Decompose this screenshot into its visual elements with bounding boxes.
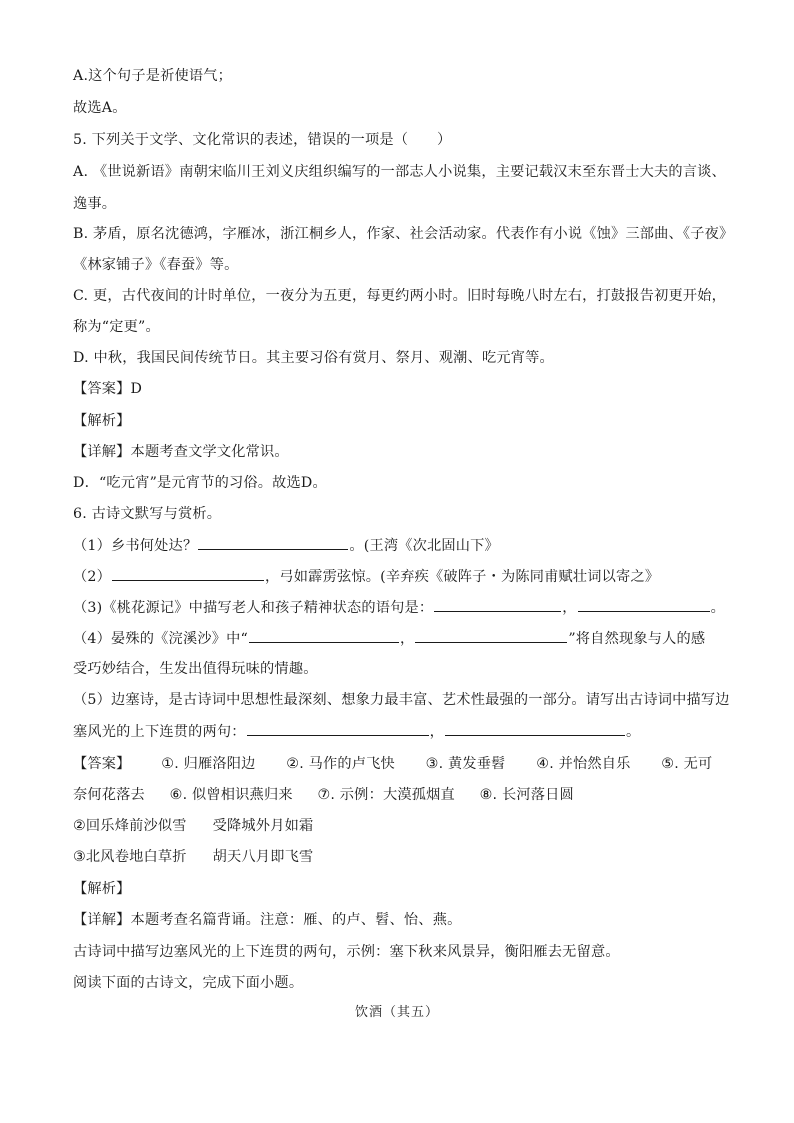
question-6: 6. 古诗文默写与赏析。 (73, 506, 222, 522)
option-a-cont: 逸事。 (73, 196, 117, 212)
poem-title: 饮酒（其五） (354, 1005, 439, 1020)
answer-blank[interactable] (247, 721, 429, 736)
recite-item-5: （5）边塞诗，是古诗词中思想性最深刻、想象力最丰富、艺术性最强的一部分。请写出古诗词中描写边 (73, 692, 730, 708)
answer-6-line2: 奈何花落去 ⑥. 似曾相识燕归来 ⑦. 示例：大漠孤烟直 ⑧. 长河落日圆 (73, 787, 574, 803)
answer-blank[interactable] (415, 628, 567, 643)
recite-item-4-cont: 受巧妙结合，生发出值得玩味的情趣。 (73, 661, 318, 677)
option-b: B. 茅盾，原名沈德鸿，字雁冰，浙江桐乡人，作家、社会活动家。代表作有小说《蚀》三部曲、《子夜》 (73, 226, 734, 242)
reading-instruction: 阅读下面的古诗文，完成下面小题。 (73, 975, 304, 991)
recite-item-4: （4）晏殊的《浣溪沙》中“ ， ”将自然现象与人的感 (73, 628, 705, 649)
answer-blank[interactable] (198, 535, 348, 550)
explain-text: D．“吃元宵”是元宵节的习俗。故选D。 (73, 475, 327, 491)
example-text: 古诗词中描写边塞风光的上下连贯的两句，示例：塞下秋来风景异，衡阳雁去无留意。 (73, 944, 620, 960)
text-line: 故选A。 (73, 100, 127, 116)
option-c: C. 更，古代夜间的计时单位，一夜分为五更，每更约两小时。旧时每晚八时左右，打鼓报告初更开始， (73, 288, 727, 304)
answer-blank[interactable] (249, 628, 399, 643)
answer-blank[interactable] (112, 566, 264, 581)
answer-blank[interactable] (445, 721, 625, 736)
option-b-cont: 《林家铺子》《春蚕》等。 (73, 257, 239, 273)
analysis-label: 【解析】 (73, 413, 131, 429)
question-5: 5. 下列关于文学、文化常识的表述，错误的一项是（ ） (73, 132, 452, 148)
option-c-cont: 称为“定更”。 (73, 319, 160, 335)
answer-blank[interactable] (434, 597, 561, 612)
analysis-label: 【解析】 (73, 881, 131, 897)
alternate-answer-3: ③北风卷地白草折 胡天八月即飞雪 (73, 849, 314, 865)
option-a: A. 《世说新语》南朝宋临川王刘义庆组织编写的一部志人小说集，主要记载汉末至东晋士大夫的言谈、 (73, 164, 726, 180)
option-d: D. 中秋，我国民间传统节日。其主要习俗有赏月、祭月、观潮、吃元宵等。 (73, 350, 554, 366)
alternate-answer-2: ②回乐烽前沙似雪 受降城外月如霜 (73, 818, 314, 834)
detail-text: 【详解】本题考查文学文化常识。 (73, 444, 289, 460)
recite-item-2: （2） ，弓如霹雳弦惊。(辛弃疾《破阵子・为陈同甫赋壮词以寄之》 (73, 566, 659, 587)
answer-6-line1: 【答案】 ①. 归雁洛阳边 ②. 马作的卢飞快 ③. 黄发垂髫 ④. 并怡然自乐 ⑤. 无可 (73, 756, 713, 772)
answer-label: 【答案】D (73, 381, 143, 397)
text-line: A.这个句子是祈使语气； (73, 68, 233, 84)
recite-item-1: （1）乡书何处达？ 。(王湾《次北固山下》 (73, 535, 499, 556)
recite-item-5-cont: 塞风光的上下连贯的两句： ， 。 (73, 721, 640, 742)
answer-blank[interactable] (578, 597, 710, 612)
recite-item-3: （3)《桃花源记》中描写老人和孩子精神状态的语句是： ， 。 (73, 597, 725, 618)
detail-text: 【详解】本题考查名篇背诵。注意：雁、的卢、髫、怡、燕。 (73, 912, 462, 928)
